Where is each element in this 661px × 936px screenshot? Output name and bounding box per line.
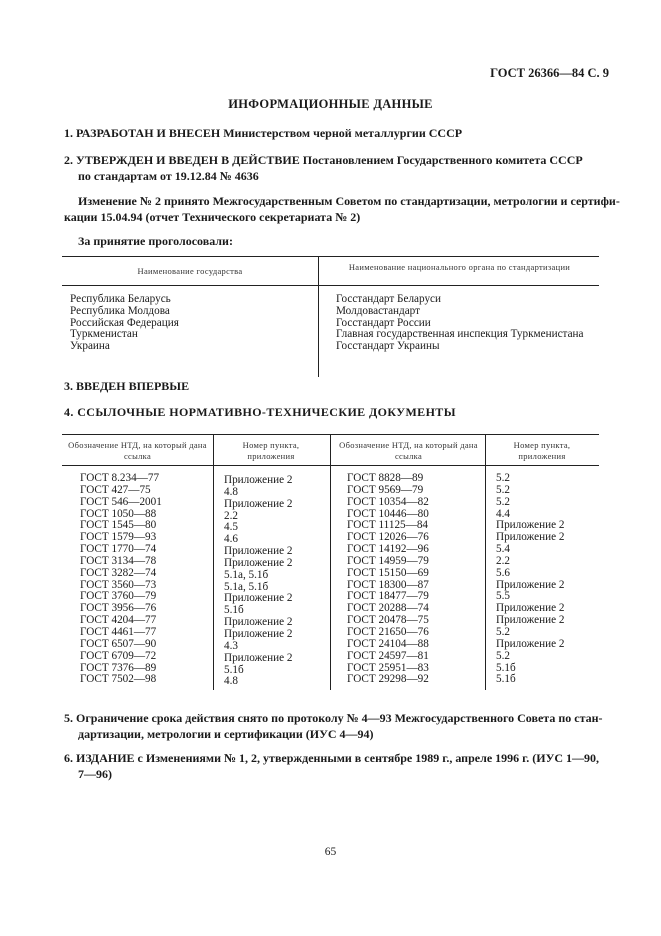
doc-reference: ГОСТ 15150—69 bbox=[347, 566, 429, 579]
doc-reference: ГОСТ 8828—89 bbox=[347, 472, 424, 484]
voting-state: Украина bbox=[70, 340, 110, 353]
item-number: Приложение 2 bbox=[224, 592, 293, 605]
doc-reference: ГОСТ 14959—79 bbox=[347, 554, 429, 567]
section-4: 4. ССЫЛОЧНЫЕ НОРМАТИВНО-ТЕХНИЧЕСКИЕ ДОКУМЕНТЫ bbox=[64, 405, 456, 419]
doc-reference: ГОСТ 11125—84 bbox=[347, 519, 429, 532]
voting-header-organ: Наименование национального органа по стандартизации bbox=[348, 262, 571, 272]
doc-reference: ГОСТ 10446—80 bbox=[347, 507, 429, 520]
item-number: 5.1б bbox=[496, 661, 516, 674]
doc-reference: ГОСТ 18300—87 bbox=[347, 578, 429, 591]
doc-reference: ГОСТ 4461—77 bbox=[80, 625, 157, 638]
doc-reference: ГОСТ 21650—76 bbox=[347, 625, 429, 638]
doc-reference: ГОСТ 1579—93 bbox=[80, 531, 157, 544]
voting-organ: Главная государственная инспекция Туркменистана bbox=[336, 328, 584, 341]
doc-reference: ГОСТ 25951—83 bbox=[347, 661, 429, 674]
amendment-line-2: кации 15.04.94 (отчет Технического секретариата № 2) bbox=[64, 210, 361, 224]
item-number: Приложение 2 bbox=[496, 614, 565, 627]
doc-reference: ГОСТ 1545—80 bbox=[80, 519, 157, 532]
item-number: Приложение 2 bbox=[224, 474, 293, 486]
section-1: 1. РАЗРАБОТАН И ВНЕСЕН Министерством черной металлургии СССР bbox=[64, 126, 463, 140]
item-number: Приложение 2 bbox=[224, 616, 293, 629]
item-number: 5.1б bbox=[224, 663, 244, 676]
item-number: 5.2 bbox=[496, 649, 510, 662]
voting-organs-column bbox=[336, 294, 583, 353]
voting-organ: Молдовастандарт bbox=[336, 304, 421, 317]
doc-reference: ГОСТ 29298—92 bbox=[347, 673, 429, 686]
item-number: Приложение 2 bbox=[496, 637, 565, 650]
refs-table-divider-2 bbox=[330, 434, 331, 690]
doc-reference: ГОСТ 3560—73 bbox=[80, 578, 157, 591]
voting-state: Республика Молдова bbox=[70, 304, 170, 317]
doc-reference: ГОСТ 6507—90 bbox=[80, 637, 157, 650]
item-number: Приложение 2 bbox=[496, 602, 565, 615]
doc-reference: ГОСТ 24104—88 bbox=[347, 637, 429, 650]
refs-table-header-rule bbox=[62, 465, 599, 466]
doc-reference: ГОСТ 20478—75 bbox=[347, 614, 429, 627]
page-number: 65 bbox=[324, 846, 337, 858]
item-number: Приложение 2 bbox=[224, 545, 293, 558]
refs-header-item-left: Номер пункта, приложения bbox=[242, 440, 300, 461]
refs-header-doc-left: Обозначение НТД, на который дана ссылка bbox=[68, 440, 207, 461]
amendment-line-1: Изменение № 2 принято Межгосударственным Советом по стандартизации, метрологии и сертифи- bbox=[78, 194, 620, 208]
refs-table-divider-3 bbox=[485, 434, 486, 690]
voting-state: Российская Федерация bbox=[70, 316, 179, 329]
doc-reference: ГОСТ 1050—88 bbox=[80, 507, 157, 520]
page-title: ИНФОРМАЦИОННЫЕ ДАННЫЕ bbox=[228, 97, 433, 111]
item-number: 4.4 bbox=[496, 507, 510, 520]
voting-state: Республика Беларусь bbox=[70, 293, 171, 305]
item-number: 4.8 bbox=[224, 675, 238, 688]
item-number: 2.2 bbox=[496, 554, 510, 567]
doc-reference: ГОСТ 12026—76 bbox=[347, 531, 429, 544]
doc-reference: ГОСТ 7502—98 bbox=[80, 673, 157, 686]
section-6-line-2: 7—96) bbox=[78, 767, 112, 781]
voting-table-top-rule bbox=[62, 256, 599, 257]
refs-right-docs-column bbox=[347, 473, 429, 686]
item-number: 5.1б bbox=[496, 673, 516, 686]
section-6-line-1: 6. ИЗДАНИЕ с Изменениями № 1, 2, утвержденными в сентябре 1989 г., апреле 1996 г. (ИУС 1—90, bbox=[64, 751, 600, 765]
voting-table-header-rule bbox=[62, 285, 599, 286]
item-number: 5.2 bbox=[496, 483, 510, 496]
doc-reference: ГОСТ 3134—78 bbox=[80, 554, 157, 567]
doc-reference: ГОСТ 7376—89 bbox=[80, 661, 157, 674]
section-2-line-2: по стандартам от 19.12.84 № 4636 bbox=[78, 169, 259, 183]
item-number: Приложение 2 bbox=[496, 531, 565, 544]
doc-reference: ГОСТ 3956—76 bbox=[80, 602, 157, 615]
item-number: 5.2 bbox=[496, 472, 510, 484]
doc-reference: ГОСТ 20288—74 bbox=[347, 602, 429, 615]
section-5-line-1: 5. Ограничение срока действия снято по протоколу № 4—93 Межгосударственного Совета по стан- bbox=[64, 711, 603, 725]
item-number: 4.3 bbox=[224, 639, 238, 652]
doc-reference: ГОСТ 3282—74 bbox=[80, 566, 157, 579]
item-number: Приложение 2 bbox=[224, 556, 293, 569]
item-number: 5.5 bbox=[496, 590, 510, 603]
voting-states-column bbox=[70, 294, 179, 353]
voted-label: За принятие проголосовали: bbox=[78, 234, 233, 248]
voting-header-state: Наименование государства bbox=[137, 266, 243, 276]
doc-reference: ГОСТ 1770—74 bbox=[80, 543, 157, 556]
doc-reference: ГОСТ 6709—72 bbox=[80, 649, 157, 662]
item-number: 5.1а, 5.1б bbox=[224, 580, 269, 593]
doc-reference: ГОСТ 10354—82 bbox=[347, 495, 429, 508]
item-number: 4.8 bbox=[224, 485, 238, 498]
voting-organ: Госстандарт России bbox=[336, 316, 431, 329]
item-number: 5.6 bbox=[496, 566, 510, 579]
section-2-line-1: 2. УТВЕРЖДЕН И ВВЕДЕН В ДЕЙСТВИЕ Постановлением Государственного комитета СССР bbox=[64, 153, 583, 167]
item-number: Приложение 2 bbox=[224, 497, 293, 510]
doc-reference: ГОСТ 8.234—77 bbox=[80, 472, 160, 484]
section-3: 3. ВВЕДЕН ВПЕРВЫЕ bbox=[64, 379, 190, 393]
doc-reference: ГОСТ 4204—77 bbox=[80, 614, 157, 627]
item-number: 4.6 bbox=[224, 533, 238, 546]
doc-reference: ГОСТ 24597—81 bbox=[347, 649, 429, 662]
item-number: 5.2 bbox=[496, 495, 510, 508]
item-number: Приложение 2 bbox=[496, 519, 565, 532]
refs-table-divider-1 bbox=[213, 434, 214, 690]
item-number: Приложение 2 bbox=[496, 578, 565, 591]
item-number: 5.2 bbox=[496, 625, 510, 638]
voting-state: Туркменистан bbox=[70, 328, 138, 341]
doc-reference: ГОСТ 427—75 bbox=[80, 483, 151, 496]
item-number: Приложение 2 bbox=[224, 651, 293, 664]
section-5-line-2: дартизации, метрологии и сертификации (ИУС 4—94) bbox=[78, 727, 374, 741]
voting-table-divider bbox=[318, 256, 319, 377]
doc-reference: ГОСТ 9569—79 bbox=[347, 483, 424, 496]
refs-right-items-column bbox=[496, 473, 564, 686]
voting-organ: Госстандарт Украины bbox=[336, 340, 440, 353]
item-number: 5.4 bbox=[496, 543, 510, 556]
voting-organ: Госстандарт Беларуси bbox=[336, 293, 441, 305]
doc-reference: ГОСТ 14192—96 bbox=[347, 543, 429, 556]
item-number: 2.2 bbox=[224, 509, 238, 522]
document-reference: ГОСТ 26366—84 С. 9 bbox=[490, 66, 609, 80]
doc-reference: ГОСТ 546—2001 bbox=[80, 495, 162, 508]
doc-reference: ГОСТ 3760—79 bbox=[80, 590, 157, 603]
item-number: 5.1а, 5.1б bbox=[224, 568, 269, 581]
item-number: Приложение 2 bbox=[224, 627, 293, 640]
refs-header-doc-right: Обозначение НТД, на который дана ссылка bbox=[339, 440, 478, 461]
refs-left-docs-column bbox=[80, 473, 162, 686]
refs-header-item-right: Номер пункта, приложения bbox=[513, 440, 571, 461]
item-number: 5.1б bbox=[224, 604, 244, 617]
refs-left-items-column bbox=[224, 475, 292, 688]
item-number: 4.5 bbox=[224, 521, 238, 534]
doc-reference: ГОСТ 18477—79 bbox=[347, 590, 429, 603]
